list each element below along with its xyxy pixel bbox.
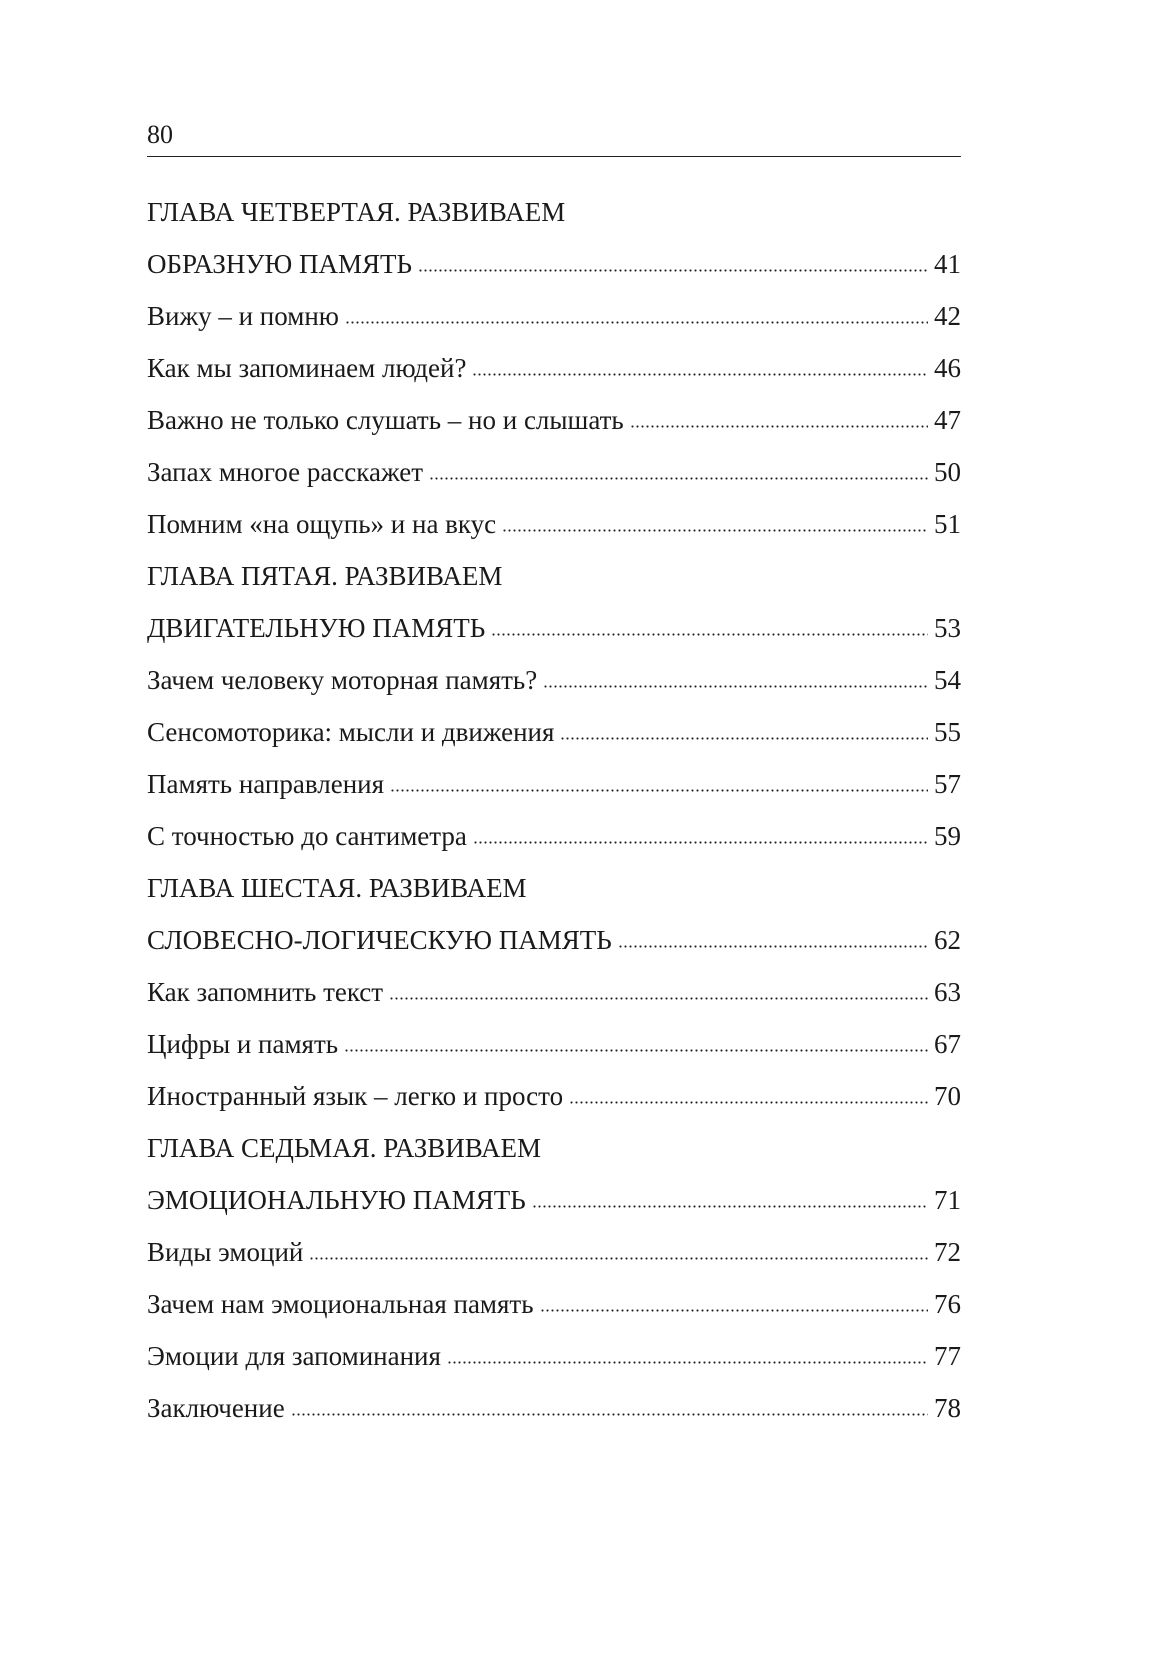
toc-entry-page: 51 bbox=[934, 509, 961, 539]
toc-entry bbox=[147, 1018, 961, 1070]
toc-entry-page: 59 bbox=[934, 821, 961, 851]
toc-entry-title: Память направления bbox=[147, 769, 385, 799]
toc-chapter-heading bbox=[147, 550, 961, 602]
toc-entry bbox=[147, 1382, 961, 1434]
toc-entry-page: 50 bbox=[934, 457, 961, 487]
toc-entry bbox=[147, 1070, 961, 1122]
toc-entry-page: 70 bbox=[934, 1081, 961, 1111]
toc-entry-title: ДВИГАТЕЛЬНУЮ ПАМЯТЬ bbox=[147, 613, 486, 643]
dot-leader bbox=[491, 633, 928, 636]
toc-entry-page: 42 bbox=[934, 301, 961, 331]
toc-entry bbox=[147, 1226, 961, 1278]
toc-entry-page: 46 bbox=[934, 353, 961, 383]
toc-entry-title: Заключение bbox=[147, 1393, 285, 1423]
toc-entry-page: 53 bbox=[934, 613, 961, 643]
dot-leader bbox=[532, 1205, 928, 1208]
toc-entry bbox=[147, 1330, 961, 1382]
toc-entry-title: Важно не только слушать – но и слышать bbox=[147, 405, 624, 435]
toc-entry bbox=[147, 966, 961, 1018]
toc-entry-page: 47 bbox=[934, 405, 961, 435]
toc-entry-title: ГЛАВА ЧЕТВЕРТАЯ. РАЗВИВАЕМ bbox=[147, 197, 566, 227]
toc-entry-page: 72 bbox=[934, 1237, 961, 1267]
toc-entry-title: Запах многое расскажет bbox=[147, 457, 424, 487]
dot-leader bbox=[429, 477, 928, 480]
toc-entry-page: 71 bbox=[934, 1185, 961, 1215]
toc-entry bbox=[147, 914, 961, 966]
toc-entry bbox=[147, 810, 961, 862]
toc-entry-title: ГЛАВА ПЯТАЯ. РАЗВИВАЕМ bbox=[147, 561, 503, 591]
toc-entry-title: СЛОВЕСНО-ЛОГИЧЕСКУЮ ПАМЯТЬ bbox=[147, 925, 612, 955]
toc-entry-title: ЭМОЦИОНАЛЬНУЮ ПАМЯТЬ bbox=[147, 1185, 526, 1215]
toc-entry-page: 67 bbox=[934, 1029, 961, 1059]
toc-entry-title: Эмоции для запоминания bbox=[147, 1341, 441, 1371]
dot-leader bbox=[543, 685, 928, 688]
toc-entry-page: 41 bbox=[934, 249, 961, 279]
dot-leader bbox=[344, 1049, 928, 1052]
toc-entry bbox=[147, 290, 961, 342]
dot-leader bbox=[345, 321, 928, 324]
dot-leader bbox=[389, 997, 928, 1000]
toc-entry-page: 57 bbox=[934, 769, 961, 799]
toc-entry bbox=[147, 1278, 961, 1330]
toc-entry-page: 62 bbox=[934, 925, 961, 955]
dot-leader bbox=[630, 425, 928, 428]
dot-leader bbox=[309, 1257, 928, 1260]
dot-leader bbox=[473, 841, 928, 844]
toc-entry-title: Иностранный язык – легко и просто bbox=[147, 1081, 564, 1111]
toc-chapter-heading bbox=[147, 1122, 961, 1174]
toc-entry bbox=[147, 238, 961, 290]
toc-entry-title: Цифры и память bbox=[147, 1029, 339, 1059]
toc-entry-title: Зачем нам эмоциональная память bbox=[147, 1289, 534, 1319]
dot-leader bbox=[618, 945, 928, 948]
dot-leader bbox=[540, 1309, 928, 1312]
toc-entry-title: Помним «на ощупь» и на вкус bbox=[147, 509, 497, 539]
toc-entry-page: 55 bbox=[934, 717, 961, 747]
page-number: 80 bbox=[147, 120, 173, 149]
toc-entry bbox=[147, 602, 961, 654]
toc-entry bbox=[147, 1174, 961, 1226]
toc-entry-page: 63 bbox=[934, 977, 961, 1007]
dot-leader bbox=[447, 1361, 928, 1364]
toc-chapter-heading bbox=[147, 186, 961, 238]
dot-leader bbox=[291, 1413, 928, 1416]
toc-entry-page: 77 bbox=[934, 1341, 961, 1371]
toc-entry-title: ОБРАЗНУЮ ПАМЯТЬ bbox=[147, 249, 413, 279]
dot-leader bbox=[569, 1101, 928, 1104]
toc-entry-page: 76 bbox=[934, 1289, 961, 1319]
toc-entry-title: ГЛАВА СЕДЬМАЯ. РАЗВИВАЕМ bbox=[147, 1133, 542, 1163]
toc-entry bbox=[147, 498, 961, 550]
toc-entry bbox=[147, 758, 961, 810]
toc-entry-title: Как запомнить текст bbox=[147, 977, 384, 1007]
toc-entry-page: 54 bbox=[934, 665, 961, 695]
toc-entry-title: С точностью до сантиметра bbox=[147, 821, 467, 851]
header-rule bbox=[147, 156, 961, 157]
dot-leader bbox=[390, 789, 928, 792]
table-of-contents bbox=[147, 186, 961, 1434]
toc-entry bbox=[147, 342, 961, 394]
toc-entry bbox=[147, 706, 961, 758]
toc-entry-title: Виды эмоций bbox=[147, 1237, 304, 1267]
dot-leader bbox=[560, 737, 928, 740]
dot-leader bbox=[502, 529, 928, 532]
toc-entry-page: 78 bbox=[934, 1393, 961, 1423]
toc-entry-title: Вижу – и помню bbox=[147, 301, 339, 331]
toc-entry-title: ГЛАВА ШЕСТАЯ. РАЗВИВАЕМ bbox=[147, 873, 527, 903]
dot-leader bbox=[418, 269, 928, 272]
toc-entry bbox=[147, 446, 961, 498]
toc-entry-title: Как мы запоминаем людей? bbox=[147, 353, 467, 383]
toc-entry-title: Зачем человеку моторная память? bbox=[147, 665, 538, 695]
dot-leader bbox=[472, 373, 928, 376]
toc-chapter-heading bbox=[147, 862, 961, 914]
toc-entry-title: Сенсомоторика: мысли и движения bbox=[147, 717, 555, 747]
toc-entry bbox=[147, 654, 961, 706]
toc-entry bbox=[147, 394, 961, 446]
